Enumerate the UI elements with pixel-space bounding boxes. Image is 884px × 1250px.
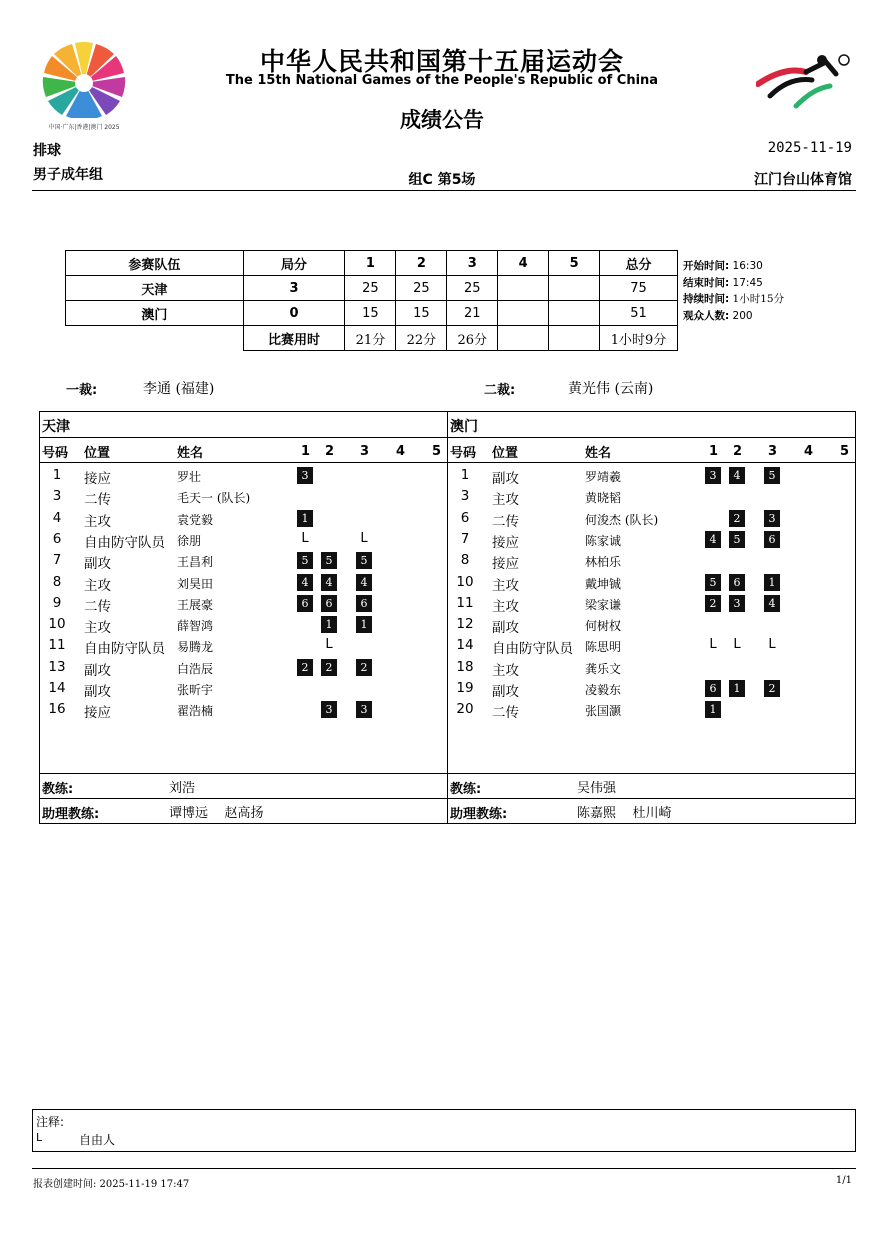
player-row — [40, 699, 448, 720]
coach-label: 教练: — [450, 782, 482, 797]
player-row — [40, 572, 448, 593]
player-number: 14 — [48, 680, 66, 696]
col-set-5: 5 — [432, 444, 442, 459]
player-name: 张国灏 — [585, 704, 622, 719]
starting-rotation-box: 6 — [321, 595, 337, 612]
starting-rotation-box: 1 — [729, 680, 745, 697]
set-score — [549, 276, 600, 301]
coach-name: 刘浩 — [169, 781, 196, 796]
player-position: 二传 — [492, 513, 519, 530]
player-number: 11 — [456, 594, 474, 611]
player-name: 何浚杰 (队长) — [585, 512, 659, 527]
assistant-coach-label: 助理教练: — [450, 807, 508, 822]
team-name: 澳门 — [66, 301, 244, 326]
report-date: 2025-11-19 — [767, 140, 852, 156]
score-header-sets: 局分 — [243, 251, 345, 276]
player-number: 10 — [456, 573, 474, 590]
notes-key: L — [36, 1131, 43, 1144]
notes-box — [32, 1109, 856, 1152]
panel-divider — [448, 437, 855, 438]
col-no: 号码 — [450, 446, 477, 461]
col-no: 号码 — [42, 446, 69, 461]
player-number: 4 — [52, 509, 62, 526]
starting-rotation-box: 5 — [321, 552, 337, 569]
duration-label: 比赛用时 — [243, 326, 345, 351]
match-info-row — [683, 308, 784, 325]
player-position: 副攻 — [492, 471, 519, 487]
player-row — [40, 678, 448, 699]
player-position: 主攻 — [84, 513, 111, 530]
player-position: 副攻 — [84, 556, 111, 573]
panel-divider — [40, 462, 447, 463]
set-score: 15 — [345, 301, 396, 326]
col-set-1: 1 — [301, 444, 311, 459]
sets-won: 0 — [243, 301, 345, 326]
empty-cell — [66, 326, 244, 351]
player-name: 刘昊田 — [177, 576, 214, 591]
player-row — [448, 657, 856, 678]
player-position: 主攻 — [492, 662, 519, 679]
player-number: 3 — [460, 488, 470, 505]
player-position: 副攻 — [492, 684, 519, 700]
col-set-2: 2 — [733, 444, 743, 459]
end-time-label: 结束时间: — [683, 276, 730, 289]
player-position: 自由防守队员 — [84, 641, 165, 658]
player-name: 白浩辰 — [177, 661, 214, 676]
score-header-set1: 1 — [345, 251, 396, 276]
player-name: 罗靖羲 — [585, 470, 622, 484]
starting-rotation-box: 2 — [705, 595, 721, 612]
player-number: 9 — [52, 594, 62, 611]
total-score: 51 — [600, 301, 678, 326]
set-duration: 26分 — [447, 326, 498, 351]
starting-rotation-box: 4 — [321, 574, 337, 591]
team-name-header: 天津 — [42, 419, 70, 435]
score-header-set4: 4 — [498, 251, 549, 276]
coach-name: 吴伟强 — [577, 781, 617, 796]
notes-label: 注释: — [36, 1115, 65, 1129]
player-row — [40, 550, 448, 571]
starting-rotation-box: 4 — [356, 574, 372, 591]
set-score — [549, 301, 600, 326]
player-position: 主攻 — [84, 577, 111, 594]
panel-divider — [40, 798, 447, 799]
match-label: 组C 第5场 — [408, 172, 476, 188]
player-number: 6 — [460, 509, 470, 526]
libero-marker: L — [301, 530, 309, 546]
starting-rotation-box: 3 — [705, 467, 721, 484]
duration-row — [66, 326, 678, 351]
player-position: 自由防守队员 — [492, 641, 573, 658]
set-score: 25 — [345, 276, 396, 301]
starting-rotation-box: 6 — [764, 531, 780, 548]
player-number: 14 — [456, 637, 474, 654]
score-header-set3: 3 — [447, 251, 498, 276]
player-number: 16 — [48, 701, 66, 718]
starting-rotation-box: 1 — [297, 510, 313, 527]
player-name: 翟浩楠 — [177, 704, 214, 719]
starting-rotation-box: 2 — [297, 659, 313, 676]
sport-label: 排球 — [33, 143, 61, 159]
player-position: 主攻 — [492, 577, 519, 594]
player-name: 林柏乐 — [585, 555, 622, 570]
player-name: 陈家诚 — [585, 533, 622, 548]
player-position: 主攻 — [492, 492, 519, 509]
set-score: 21 — [447, 301, 498, 326]
col-pos: 位置 — [84, 446, 111, 461]
panel-divider — [448, 462, 855, 463]
assistant-coaches: 谭博远 赵高扬 — [169, 806, 264, 821]
col-name: 姓名 — [177, 446, 204, 461]
player-name: 王展豪 — [177, 597, 214, 612]
score-header-team: 参赛队伍 — [66, 251, 244, 276]
col-set-4: 4 — [804, 444, 814, 459]
libero-marker: L — [325, 637, 333, 653]
starting-rotation-box: 3 — [356, 701, 372, 718]
libero-marker: L — [709, 637, 717, 653]
player-name: 戴坤铖 — [585, 576, 622, 591]
assistant-coach-label: 助理教练: — [42, 807, 100, 822]
panel-divider — [40, 437, 447, 438]
player-row — [40, 486, 448, 507]
starting-rotation-box: 3 — [729, 595, 745, 612]
start-time-value: 16:30 — [732, 260, 763, 272]
player-number: 20 — [456, 701, 474, 718]
starting-rotation-box: 1 — [356, 616, 372, 633]
player-position: 主攻 — [84, 620, 111, 637]
starting-rotation-box: 3 — [297, 467, 313, 484]
player-number: 6 — [52, 530, 62, 547]
starting-rotation-box: 4 — [729, 467, 745, 484]
player-number: 8 — [52, 573, 62, 590]
starting-rotation-box: 5 — [705, 574, 721, 591]
panel-divider — [448, 798, 855, 799]
spectators-label: 观众人数: — [683, 309, 730, 322]
match-info-row — [683, 258, 784, 275]
player-number: 1 — [52, 467, 62, 483]
starting-rotation-box: 2 — [764, 680, 780, 697]
score-row — [66, 276, 678, 301]
starting-rotation-box: 2 — [321, 659, 337, 676]
second-referee-value: 黄光伟 (云南) — [568, 381, 654, 397]
player-number: 8 — [460, 552, 470, 569]
notes-value: 自由人 — [79, 1133, 116, 1147]
panel-divider — [448, 773, 855, 774]
player-name: 何树权 — [585, 619, 622, 634]
report-title: 成绩公告 — [400, 108, 484, 132]
score-header-set2: 2 — [396, 251, 447, 276]
player-name: 黄晓韬 — [585, 491, 622, 506]
player-row — [40, 614, 448, 635]
duration-value: 1小时15分 — [732, 293, 785, 305]
player-name: 凌毅东 — [585, 683, 622, 697]
report-created: 报表创建时间: 2025-11-19 17:47 — [33, 1179, 190, 1190]
roster-panel-home — [39, 411, 448, 824]
starting-rotation-box: 2 — [356, 659, 372, 676]
player-row — [448, 529, 856, 550]
player-row — [448, 635, 856, 656]
start-time-label: 开始时间: — [683, 260, 730, 272]
set-duration: 22分 — [396, 326, 447, 351]
starting-rotation-box: 2 — [729, 510, 745, 527]
player-position: 接应 — [492, 556, 519, 573]
player-number: 11 — [48, 637, 66, 654]
venue-label: 江门台山体育馆 — [754, 172, 852, 188]
libero-marker: L — [733, 637, 741, 653]
score-header-total: 总分 — [600, 251, 678, 276]
duration-label: 持续时间: — [683, 293, 730, 305]
player-number: 19 — [456, 680, 474, 696]
starting-rotation-box: 6 — [356, 595, 372, 612]
player-row — [40, 465, 448, 486]
sets-won: 3 — [243, 276, 345, 301]
player-name: 王昌利 — [177, 555, 214, 570]
games-title-en: The 15th National Games of the People's Republic of China — [225, 73, 659, 88]
player-name: 徐朋 — [177, 533, 202, 548]
score-header-row — [66, 251, 678, 276]
player-row — [448, 508, 856, 529]
player-position: 二传 — [84, 598, 111, 615]
player-name: 毛天一 (队长) — [177, 491, 251, 506]
player-row — [448, 465, 856, 486]
score-row — [66, 301, 678, 326]
player-name: 易腾龙 — [177, 640, 214, 655]
player-name: 薛智鸿 — [177, 619, 214, 634]
libero-marker: L — [360, 530, 368, 546]
starting-rotation-box: 5 — [729, 531, 745, 548]
player-number: 13 — [48, 658, 66, 675]
player-number: 7 — [52, 552, 62, 569]
col-set-3: 3 — [360, 444, 370, 459]
starting-rotation-box: 1 — [705, 701, 721, 718]
libero-marker: L — [768, 637, 776, 653]
player-position: 接应 — [84, 705, 111, 722]
starting-rotation-box: 3 — [764, 510, 780, 527]
player-position: 二传 — [492, 705, 519, 722]
set-score — [498, 276, 549, 301]
end-time-value: 17:45 — [732, 276, 763, 289]
player-name: 张昕宇 — [177, 683, 214, 697]
player-number: 12 — [456, 616, 474, 633]
total-score: 75 — [600, 276, 678, 301]
starting-rotation-box: 1 — [764, 574, 780, 591]
col-set-5: 5 — [840, 444, 850, 459]
page-number: 1/1 — [835, 1175, 852, 1186]
player-name: 龚乐文 — [585, 661, 622, 676]
player-row — [448, 572, 856, 593]
first-referee-label: 一裁: — [66, 383, 98, 398]
player-number: 18 — [456, 658, 474, 675]
event-label: 男子成年组 — [33, 167, 103, 183]
footer-divider — [32, 1168, 856, 1169]
player-position: 二传 — [84, 492, 111, 509]
player-row — [448, 550, 856, 571]
col-pos: 位置 — [492, 446, 519, 461]
second-referee-label: 二裁: — [484, 383, 516, 398]
match-info-row — [683, 275, 784, 292]
starting-rotation-box: 4 — [297, 574, 313, 591]
player-row — [448, 486, 856, 507]
starting-rotation-box: 6 — [297, 595, 313, 612]
spectators-value: 200 — [732, 309, 753, 322]
player-row — [40, 508, 448, 529]
player-position: 自由防守队员 — [84, 534, 165, 551]
player-number: 3 — [52, 488, 62, 505]
player-row — [448, 614, 856, 635]
player-row — [448, 593, 856, 614]
score-header-set5: 5 — [549, 251, 600, 276]
player-name: 袁党毅 — [177, 512, 214, 527]
starting-rotation-box: 6 — [729, 574, 745, 591]
player-row — [448, 678, 856, 699]
panel-divider — [40, 773, 447, 774]
player-position: 副攻 — [492, 620, 519, 637]
player-name: 陈思明 — [585, 640, 622, 655]
player-position: 副攻 — [84, 662, 111, 679]
set-score: 25 — [447, 276, 498, 301]
starting-rotation-box: 4 — [705, 531, 721, 548]
player-row — [40, 657, 448, 678]
coach-label: 教练: — [42, 782, 74, 797]
col-set-1: 1 — [709, 444, 719, 459]
logo-caption: 中国·广东|香港|澳门 2025 — [48, 124, 120, 131]
player-number: 7 — [460, 530, 470, 547]
player-row — [40, 635, 448, 656]
set-duration: 21分 — [345, 326, 396, 351]
player-row — [40, 529, 448, 550]
starting-rotation-box: 3 — [321, 701, 337, 718]
starting-rotation-box: 1 — [321, 616, 337, 633]
score-table — [65, 250, 678, 351]
team-name: 天津 — [66, 276, 244, 301]
starting-rotation-box: 5 — [356, 552, 372, 569]
set-score: 25 — [396, 276, 447, 301]
roster-panel-away — [447, 411, 856, 824]
set-score — [498, 301, 549, 326]
col-name: 姓名 — [585, 446, 612, 461]
assistant-coaches: 陈嘉熙 杜川崎 — [577, 806, 672, 821]
starting-rotation-box: 4 — [764, 595, 780, 612]
player-position: 主攻 — [492, 598, 519, 615]
player-number: 1 — [460, 467, 470, 483]
match-info — [683, 258, 784, 324]
first-referee-value: 李通 (福建) — [143, 381, 215, 397]
player-name: 梁家谦 — [585, 597, 622, 612]
header-divider — [32, 190, 856, 191]
col-set-3: 3 — [768, 444, 778, 459]
total-duration: 1小时9分 — [600, 326, 678, 351]
starting-rotation-box: 5 — [764, 467, 780, 484]
games-title-zh: 中华人民共和国第十五届运动会 — [259, 47, 624, 76]
set-score: 15 — [396, 301, 447, 326]
player-number: 10 — [48, 616, 66, 633]
col-set-4: 4 — [396, 444, 406, 459]
match-info-row — [683, 291, 784, 308]
player-position: 接应 — [84, 471, 111, 487]
set-duration — [498, 326, 549, 351]
team-name-header: 澳门 — [450, 419, 478, 435]
set-duration — [549, 326, 600, 351]
starting-rotation-box: 6 — [705, 680, 721, 697]
player-row — [40, 593, 448, 614]
player-position: 接应 — [492, 534, 519, 551]
player-name: 罗壮 — [177, 470, 202, 484]
col-set-2: 2 — [325, 444, 335, 459]
player-row — [448, 699, 856, 720]
player-position: 副攻 — [84, 684, 111, 700]
starting-rotation-box: 5 — [297, 552, 313, 569]
